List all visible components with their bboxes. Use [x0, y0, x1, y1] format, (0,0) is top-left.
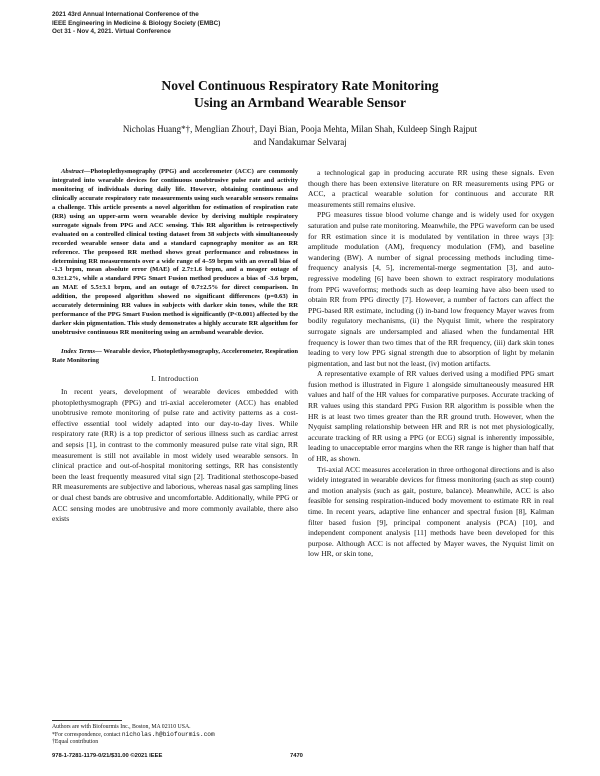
copyright-footer: 978-1-7281-1179-0/21/$31.00 ©2021 IEEE	[52, 753, 163, 759]
abstract	[52, 168, 298, 338]
left-column	[52, 168, 298, 525]
footnote-correspondence	[52, 731, 298, 739]
introduction-body	[52, 387, 298, 525]
authors-line-1: Nicholas Huang*†, Menglian Zhou†, Dayi Bian, Pooja Mehta, Milan Shah, Kuldeep Singh Rajput	[122, 124, 478, 134]
footnote-correspondence-label: *For correspondence, contact	[52, 732, 121, 739]
intro-paragraph-1: In recent years, development of wearable devices embedded with photoplethysmograph (PPG) and tri-axial accelerometer (ACC) has enabled unobtrusive remote monitoring of pulse rate and activity patterns as a cost-effective essential tool widely adapted into our day-to-day lives. While respiratory rate (RR) is a top predictor of serious illness such as cardiac arrest and sepsis [1], in contrast to the commonly measured pulse rate vital sign, RR measurement is still not available in most widely used wearable sensors. In clinical practice and out-of-hospital monitoring settings, RR has consistently been the least frequently measured vital sign [2]. Traditional stethoscope-based RR measurements are subjective and laborious, whereas nasal gas sampling lines or dual chest bands are obtrusive and uncomfortable. Additionally, while PPG or ACC sensing modes are unobtrusive and more commonly available, there also exists	[52, 387, 298, 524]
right-column	[308, 168, 554, 560]
conference-line-3: Oct 31 - Nov 4, 2021. Virtual Conference	[52, 28, 171, 36]
index-terms-paragraph	[52, 348, 298, 366]
index-terms	[52, 348, 298, 366]
paper-title	[40, 77, 560, 111]
title-line-2: Using an Armband Wearable Sensor	[194, 95, 406, 110]
index-terms-label: Index Terms	[61, 348, 96, 356]
footnote-affiliation: Authors are with Biofourmis Inc., Boston, MA 02110 USA.	[52, 724, 191, 730]
conference-line-2: IEEE Engineering in Medicine & Biology Society (EMBC)	[52, 19, 221, 27]
footnotes	[52, 720, 298, 747]
conference-header	[52, 11, 452, 37]
page-number: 7470	[290, 753, 303, 759]
section-heading-introduction: I. Introduction	[151, 374, 199, 384]
index-terms-text: — Wearable device, Photoplethysmography, Accelerometer, Respiration Rate Monitoring	[52, 348, 298, 365]
right-paragraph-3: A representative example of RR values derived using a modified PPG smart fusion method is illustrated in Figure 1 alongside simultaneously measured HR values and half of the HR values for comparative purposes. Accurate tracking of RR values using this standard PPG Fusion RR algorithm is possible when the HR is at least two times greater than the RR ground truth. However, when the Nyquist sampling relationship between HR and RR is not met physiologically, accurate tracking of RR using a PPG (or ECG) signal is inherently impossible, leading to unacceptable error margins when the RR range is higher than half that of HR, as shown.	[308, 369, 554, 464]
abstract-text: —Photoplethysmography (PPG) and accelerometer (ACC) are commonly integrated into wearable devices for continuous unobtrusive pulse rate and activity monitoring of individuals during daily life. However, obtaining continuous and clinically accurate respiratory rate measurements using such wearable sensors remains a challenge. This article presents a novel algorithm for estimation of respiration rate (RR) using an upper-arm worn wearable device by deriving multiple respiratory surrogate signals from PPG and ACC sensing. This RR algorithm is retrospectively evaluated on a controlled clinical testing dataset from 38 subjects with simultaneously recorded wearable sensor data and a standard capnography monitor as an RR reference. The proposed RR method shows great performance and robustness in determining RR measurements over a wide range of 4–59 brpm with an overall bias of -1.3 brpm, mean absolute error (MAE) of 2.7±1.6 brpm, and a meager outage of 0.3±1.2%, while a standard PPG Smart Fusion method produces a bias of -3.6 brpm, an MAE of 5.5±3.1 brpm, and an outage of 0.7±2.5% for direct comparison. In addition, the proposed algorithm showed no significant differences (p=0.63) in accurately determining RR values in subjects with darker skin tones, while the RR performance of the PPG Smart Fusion method is significantly (P<0.001) affected by the darker skin pigmentation. This study demonstrates a highly accurate RR algorithm for unobtrusive continuous RR monitoring using an armband wearable device.	[52, 168, 298, 337]
right-paragraph-2: PPG measures tissue blood volume change and is widely used for oxygen saturation and pulse rate monitoring. Meanwhile, the PPG waveform can be used for RR estimation since it is modulated by ventilation in three ways [3]: amplitude modulation (AM), frequency modulation (FM), and baseline wandering (BW). A number of signal processing methods including time-frequency analysis [4, 5], incremental-merge segmentation [3], and auto-regressive modeling [6] have been shown to extract respiratory modulations from PPG waveforms; methods such as deep learning have also been used to obtain RR from PPG directly [7]. However, a number of factors can affect the PPG-based RR estimate, including (i) in-band low frequency Mayer waves from bodily regulatory mechanisms, (ii) the Nyquist limit, where the respiratory surrogate signals are undersampled and aliased when the fundamental HR frequency is lower than two times that of the RR frequency, (iii) dark skin tones leading to very low PPG signal strength due to absorption of light by melanin pigmentation, and last but not the least, (iv) motion artifacts.	[308, 210, 554, 368]
correspondence-email-link[interactable]: nicholas.h@biofourmis.com	[121, 731, 215, 739]
right-paragraph-4: Tri-axial ACC measures acceleration in three orthogonal directions and is also widely integrated in wearable devices for fitness monitoring (such as step count) and motion analysis (such as gait, posture, balance). Meanwhile, ACC is also feasible for sensing respiration-induced body movement to estimate RR in real time. In recent years, adaptive line enhancer and spectral fusion [8], Kalman filter based fusion [9], principal component analysis (PCA) [10], and independent component analysis [11] methods have been developed for this purpose. Although ACC is not affected by Mayer waves, the Nyquist limit on low HR, or skin tone,	[308, 464, 554, 559]
title-line-1: Novel Continuous Respiratory Rate Monitoring	[161, 78, 439, 93]
authors-line-2: and Nandakumar Selvaraj	[253, 137, 347, 147]
author-list	[50, 123, 550, 149]
footnote-equal-contribution: †Equal contribution	[52, 739, 99, 746]
footnote-rule	[52, 720, 122, 721]
abstract-label: Abstract	[61, 168, 84, 175]
abstract-paragraph	[52, 168, 298, 338]
right-paragraph-1: a technological gap in producing accurate RR using these signals. Even though there has been extensive literature on RR measurements using PPG or ACC, a practical wearable solution for continuous and accurate RR measurements still remains elusive.	[308, 168, 554, 209]
conference-line-1: 2021 43rd Annual International Conference of the	[52, 11, 199, 18]
